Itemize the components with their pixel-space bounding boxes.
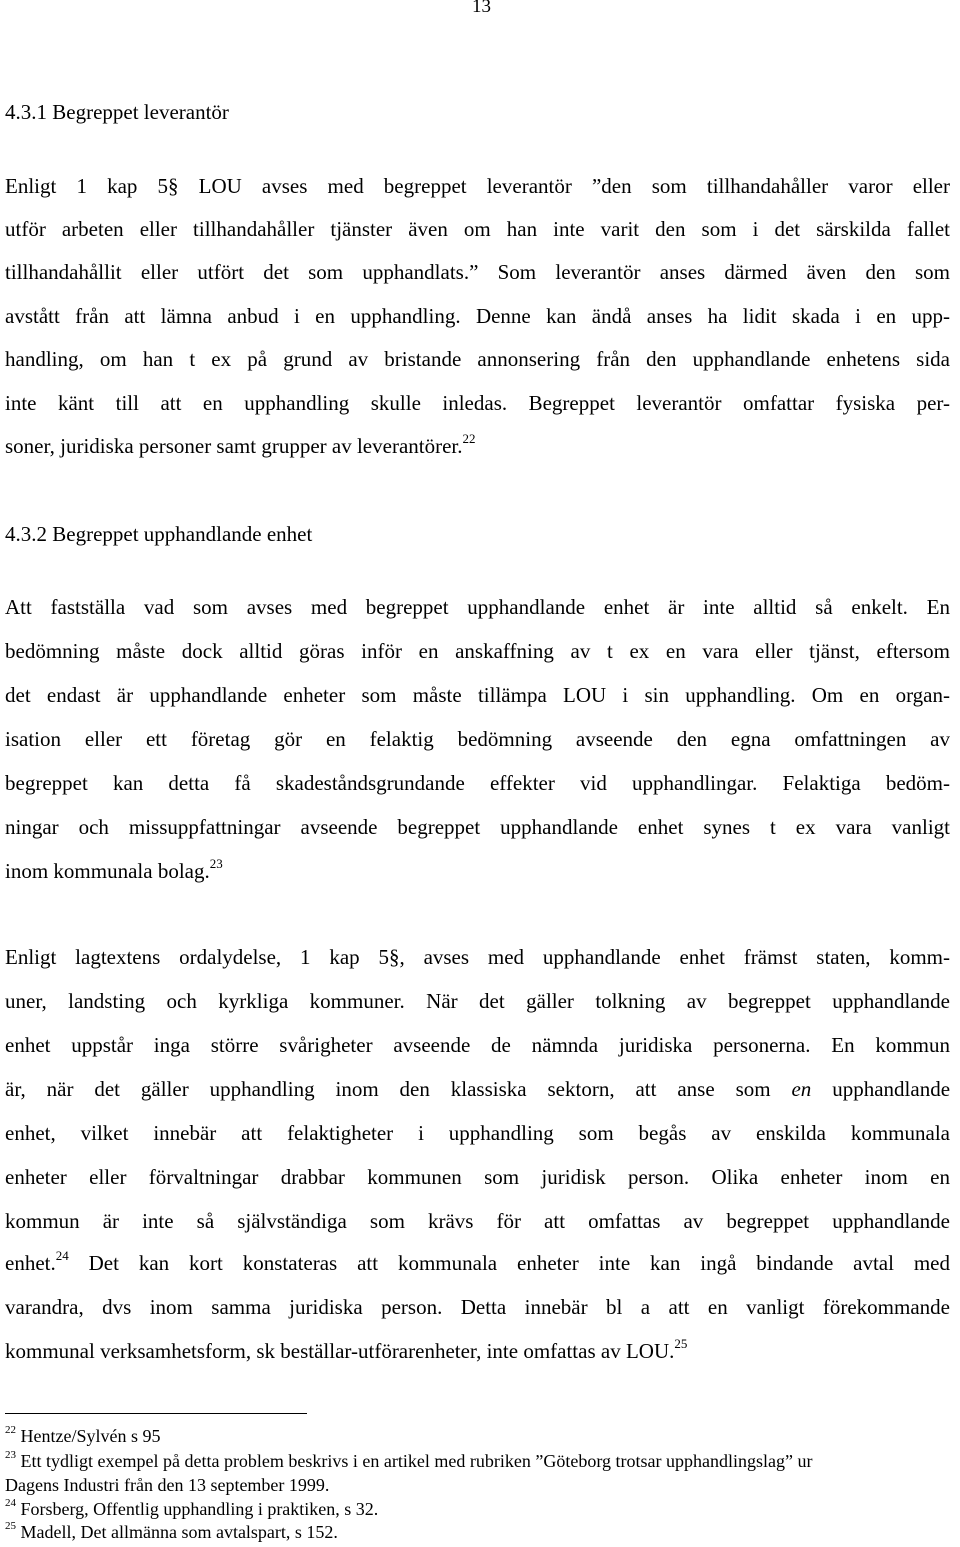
- text-span: är, när det gäller upphandling inom den klassiska sektorn, att anse som: [5, 1077, 771, 1101]
- text-line: bedömning måste dock alltid göras inför en anskaffning av t ex en vara eller tjänst, eftersom: [5, 639, 950, 663]
- footnote-text: Ett tydligt exempel på detta problem beskrivs i en artikel med rubriken ”Göteborg trotsar upphandlingslag” ur: [20, 1451, 813, 1471]
- text-line-last: [5, 857, 950, 885]
- footnote: [5, 1424, 160, 1448]
- text-line: [5, 1249, 950, 1277]
- text-line: [5, 1075, 950, 1103]
- text-line: inom kommunala bolag.: [5, 859, 210, 883]
- text-line: enheter eller förvaltningar drabbar kommunen som juridisk person. Olika enheter inom en: [5, 1165, 950, 1189]
- footnote-ref: 24: [55, 1248, 69, 1263]
- page-number: 13: [472, 0, 491, 17]
- text-line: isation eller ett företag gör en felaktig bedömning avseende den egna omfattningen av: [5, 727, 950, 751]
- footnote: [5, 1449, 812, 1473]
- text-line: ningar och missuppfattningar avseende begreppet upphandlande enhet synes t ex vara vanligt: [5, 815, 950, 839]
- footnote-ref: 25: [674, 1336, 688, 1351]
- footnote-number: 22: [5, 1424, 16, 1436]
- footnote-text: Hentze/Sylvén s 95: [20, 1426, 161, 1446]
- emphasis-text: en: [791, 1077, 812, 1101]
- footnote-number: 23: [5, 1449, 16, 1461]
- text-span: enhet.: [5, 1251, 56, 1275]
- text-line: avstått från att lämna anbud i en upphandling. Denne kan ändå anses ha lidit skada i en upp-: [5, 304, 950, 328]
- footnote-divider: [5, 1413, 307, 1414]
- text-span: Det kan kort konstateras att kommunala enheter inte kan ingå bindande avtal med: [88, 1251, 950, 1275]
- text-line: enhet, vilket innebär att felaktigheter i upphandling som begås av enskilda kommunala: [5, 1121, 950, 1145]
- footnote: [5, 1497, 378, 1521]
- footnote-ref: 22: [462, 431, 476, 446]
- text-line: begreppet kan detta få skadeståndsgrundande effekter vid upphandlingar. Felaktiga bedöm-: [5, 771, 950, 795]
- text-line: Att fastställa vad som avses med begreppet upphandlande enhet är inte alltid så enkelt. En: [5, 595, 950, 619]
- text-span: upphandlande: [832, 1077, 951, 1101]
- text-line: kommun är inte så självständiga som krävs för att omfattas av begreppet upphandlande: [5, 1209, 950, 1233]
- text-line-last: [5, 432, 950, 460]
- footnote: [5, 1520, 338, 1544]
- text-line-last: [5, 1337, 950, 1365]
- text-line: varandra, dvs inom samma juridiska person. Detta innebär bl a att en vanligt förekommande: [5, 1295, 950, 1319]
- text-line: Enligt lagtextens ordalydelse, 1 kap 5§, avses med upphandlande enhet främst staten, komm-: [5, 945, 950, 969]
- footnote-number: 24: [5, 1497, 16, 1509]
- text-line: tillhandahållit eller utfört det som upphandlats.” Som leverantör anses därmed även den som: [5, 260, 950, 284]
- section-heading-4-3-2: 4.3.2 Begreppet upphandlande enhet: [5, 522, 313, 546]
- text-line: Enligt 1 kap 5§ LOU avses med begreppet leverantör ”den som tillhandahåller varor eller: [5, 174, 950, 198]
- text-line: handling, om han t ex på grund av bristande annonsering från den upphandlande enhetens sida: [5, 347, 950, 371]
- footnote-continuation: Dagens Industri från den 13 september 1999.: [5, 1475, 330, 1495]
- text-line: enhet uppstår inga större svårigheter avseende de nämnda juridiska personerna. En kommun: [5, 1033, 950, 1057]
- footnote-text: Forsberg, Offentlig upphandling i praktiken, s 32.: [20, 1499, 379, 1519]
- section-heading-4-3-1: 4.3.1 Begreppet leverantör: [5, 100, 229, 124]
- text-line: uner, landsting och kyrkliga kommuner. När det gäller tolkning av begreppet upphandlande: [5, 989, 950, 1013]
- footnote-ref: 23: [209, 856, 223, 871]
- text-line: utför arbeten eller tillhandahåller tjänster även om han inte varit den som i det särskilda fallet: [5, 217, 950, 241]
- text-line: det endast är upphandlande enheter som måste tillämpa LOU i sin upphandling. Om en organ-: [5, 683, 950, 707]
- text-line: soner, juridiska personer samt grupper av leverantörer.: [5, 434, 463, 458]
- text-span: kommunal verksamhetsform, sk beställar-utförarenheter, inte omfattas av LOU.: [5, 1339, 675, 1363]
- footnote-number: 25: [5, 1520, 16, 1532]
- text-line: inte känt till att en upphandling skulle inledas. Begreppet leverantör omfattar fysiska per-: [5, 391, 950, 415]
- footnote-text: Madell, Det allmänna som avtalspart, s 152.: [20, 1522, 338, 1542]
